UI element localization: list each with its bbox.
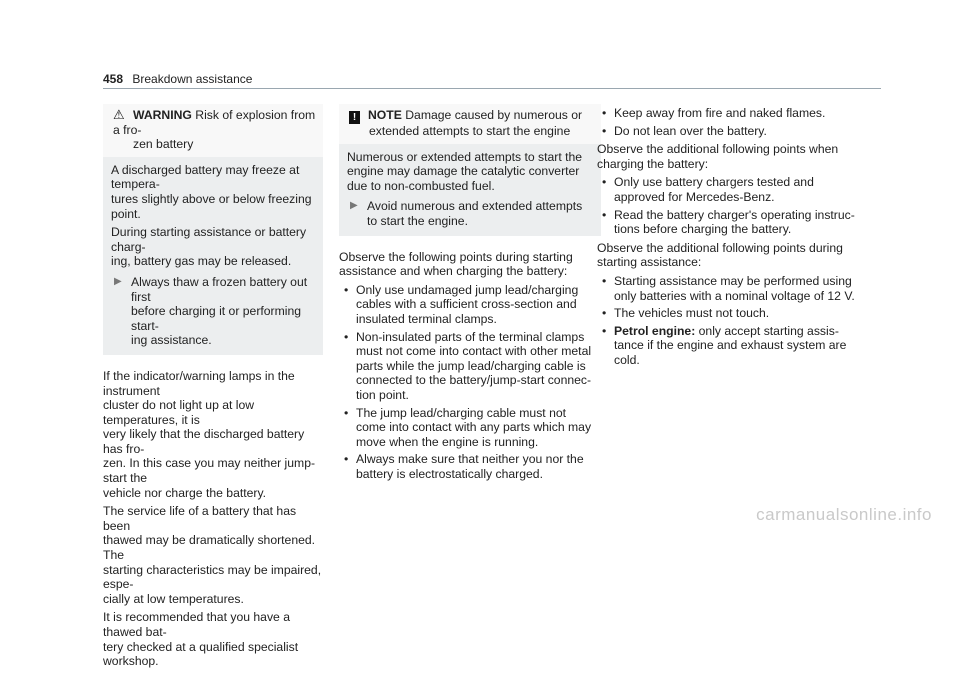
bullet-icon: • <box>344 329 349 344</box>
list-item: • Only use undamaged jump lead/charging cables with a sufficient cross-section and insulated terminal clamps. <box>344 282 579 326</box>
paragraph: If the indicator/warning lamps in the instrument cluster do not light up at low temperatures, it is very likely that the discharged battery has fro- zen. In this case you may neither jump-start the vehicle nor charge the battery. <box>103 368 316 500</box>
list-item: • Read the battery charger's operating instruc- tions before charging the battery. <box>602 207 855 237</box>
note-box <box>339 104 601 236</box>
bullet-icon: • <box>602 273 607 288</box>
petrol-label: Petrol engine: <box>614 323 696 338</box>
list-item: • Starting assistance may be performed using only batteries with a nominal voltage of 12 V. <box>602 273 855 303</box>
list-item: • Do not lean over the battery. <box>602 123 767 138</box>
bullet-icon: • <box>344 405 349 420</box>
bullet-icon: • <box>602 123 607 138</box>
column-2 <box>339 104 601 485</box>
note-exclamation-icon: ! <box>349 111 360 124</box>
list-item: • Non-insulated parts of the terminal clamps must not come into contact with other metal parts while the jump lead/charging cable is connected to the battery/jump-start connec- tion point. <box>344 329 592 402</box>
list-item: • Petrol engine: only accept starting assis- tance if the engine and exhaust system are cold. <box>602 323 847 367</box>
warning-label: WARNING <box>133 108 192 122</box>
bullet-icon: • <box>602 106 607 120</box>
warning-heading-line1: Risk of explosion from a fro- <box>113 108 316 137</box>
intro-text: Observe the additional following points when charging the battery: <box>597 142 839 171</box>
bullet-icon: • <box>602 207 607 222</box>
note-step: ▶ Avoid numerous and extended attempts to start the engine. <box>350 199 583 228</box>
warning-heading <box>103 104 323 157</box>
list-item: • The jump lead/charging cable must not come into contact with any parts which may move when the engine is running. <box>344 405 592 449</box>
column-3 <box>597 104 857 372</box>
page-header <box>103 72 252 86</box>
warning-body-2: During starting assistance or battery charg- ing, battery gas may be released. <box>111 225 307 269</box>
step-arrow-icon: ▶ <box>114 275 122 287</box>
list-item: • Only use battery chargers tested and approved for Mercedes-Benz. <box>602 175 814 204</box>
intro-text: Observe the following points during starting assistance and when charging the battery: <box>339 249 573 279</box>
bullet-list <box>339 283 601 482</box>
bullet-icon: • <box>602 323 607 338</box>
bullet-icon: • <box>344 452 349 467</box>
bullet-list <box>597 106 857 138</box>
bullet-icon: • <box>602 306 607 321</box>
note-heading-line1: Damage caused by numerous or <box>405 108 583 122</box>
note-heading <box>339 104 601 144</box>
column-1 <box>103 104 323 673</box>
warning-triangle-icon: ⚠ <box>113 107 125 122</box>
step-arrow-icon: ▶ <box>350 200 358 212</box>
note-label: NOTE <box>368 108 402 122</box>
bullet-icon: • <box>602 175 607 190</box>
paragraph: The service life of a battery that has been thawed may be dramatically shortened. The starting characteristics may be impaired, espe- cially at low temperatures. <box>103 504 322 606</box>
warning-heading-line2: zen battery <box>133 137 194 152</box>
warning-step: ▶ Always thaw a frozen battery out first before charging it or performing start- ing assistance. <box>114 274 308 348</box>
bullet-icon: • <box>344 282 349 297</box>
paragraph: It is recommended that you have a thawed bat- tery checked at a qualified specialist workshop. <box>103 610 299 669</box>
list-item: • Always make sure that neither you nor the battery is electrostatically charged. <box>344 452 584 481</box>
header-rule <box>103 88 881 89</box>
section-title: Breakdown assistance <box>132 72 253 86</box>
bullet-list <box>597 175 857 236</box>
warning-body-1: A discharged battery may freeze at tempera- tures slightly above or below freezing point. <box>111 162 312 221</box>
watermark: carmanualsonline.info <box>756 505 932 524</box>
list-item: • Keep away from fire and naked flames. <box>602 106 826 120</box>
warning-box <box>103 104 323 355</box>
note-body: Numerous or extended attempts to start the engine may damage the catalytic converter due to non-combusted fuel. <box>347 149 583 193</box>
page-number: 458 <box>103 72 124 86</box>
bullet-list <box>597 274 857 368</box>
note-heading-line2: extended attempts to start the engine <box>369 124 571 138</box>
intro-text: Observe the additional following points during starting assistance: <box>597 240 843 270</box>
list-item: • The vehicles must not touch. <box>602 306 770 321</box>
